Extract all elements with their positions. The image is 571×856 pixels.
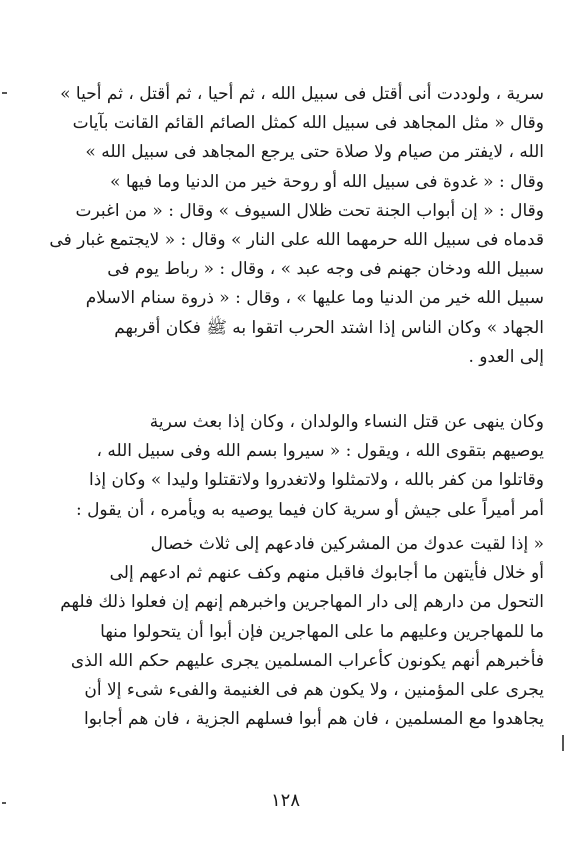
text-line: إلى العدو . [468,346,544,367]
text-line: يوصيهم بتقوى الله ، ويقول : « سيروا بسم الله وفى سبيل الله ، [96,441,544,462]
text-line: سبيل الله خير من الدنيا وما عليها » ، وقال : « ذروة سنام الاسلام [85,288,544,309]
text-line: وقاتلوا من كفر بالله ، ولاتمثلوا ولاتغدروا ولاتقتلوا وليدا » وكان إذا [89,470,544,491]
text-line: فأخبرهم أنهم يكونون كأعراب المسلمين يجرى عليهم حكم الله الذى [70,650,544,671]
text-line: الجهاد » وكان الناس إذا اشتد الحرب اتقوا به ﷺ فكان أقربهم [114,317,544,338]
text-line: التحول من دارهم إلى دار المهاجرين واخبرهم إنهم إن فعلوا ذلك فلهم [60,592,544,613]
text-line: أو خلال فأيتهن ما أجابوك فاقبل منهم وكف عنهم ثم ادعهم إلى [109,563,544,584]
text-line: سبيل الله ودخان جهنم فى وجه عبد » ، وقال : « رباط يوم فى [107,259,544,280]
text-line: وكان ينهى عن قتل النساء والولدان ، وكان إذا بعث سرية [149,412,544,432]
paragraph-2 [34,408,544,525]
margin-mark [2,92,7,94]
text-line: ما للمهاجرين وعليهم ما على المهاجرين فإن أبوا أن يتحولوا منها [100,621,544,642]
text-line: يجرى على المؤمنين ، ولا يكون هم فى الغنيمة والفىء شىء إلا أن [84,679,544,700]
text-line: « إذا لقيت عدوك من المشركين فادعهم إلى ثلاث خصال [150,534,544,554]
text-line: وقال : « غدوة فى سبيل الله أو روحة خير من الدنيا وما فيها » [110,171,544,192]
paragraph-1 [34,80,544,372]
margin-mark [562,735,564,751]
text-line: يجاهدوا مع المسلمين ، فان هم أبوا فسلهم الجزية ، فان هم أجابوا [83,709,544,730]
text-line: وقال : « إن أبواب الجنة تحت ظلال السيوف » وقال : « من اغبرت [75,200,544,221]
text-line: سرية ، ولوددت أنى أقتل فى سبيل الله ، ثم أحيا ، ثم أقتل ، ثم أحيا » [60,84,544,104]
text-line: قدماه فى سبيل الله حرمهما الله على النار » وقال : « لايجتمع غبار فى [49,229,544,250]
paragraph-3 [34,530,544,734]
page-number: ١٢٨ [270,790,300,811]
text-line: وقال « مثل المجاهد فى سبيل الله كمثل الصائم القائم القانت بآيات [72,113,544,134]
text-line: أمر أميراً على جيش أو سرية كان فيما يوصيه به ويأمره ، أن يقول : [75,499,544,520]
text-line: الله ، لايفتر من صيام ولا صلاة حتى يرجع المجاهد فى سبيل الله » [85,142,544,163]
